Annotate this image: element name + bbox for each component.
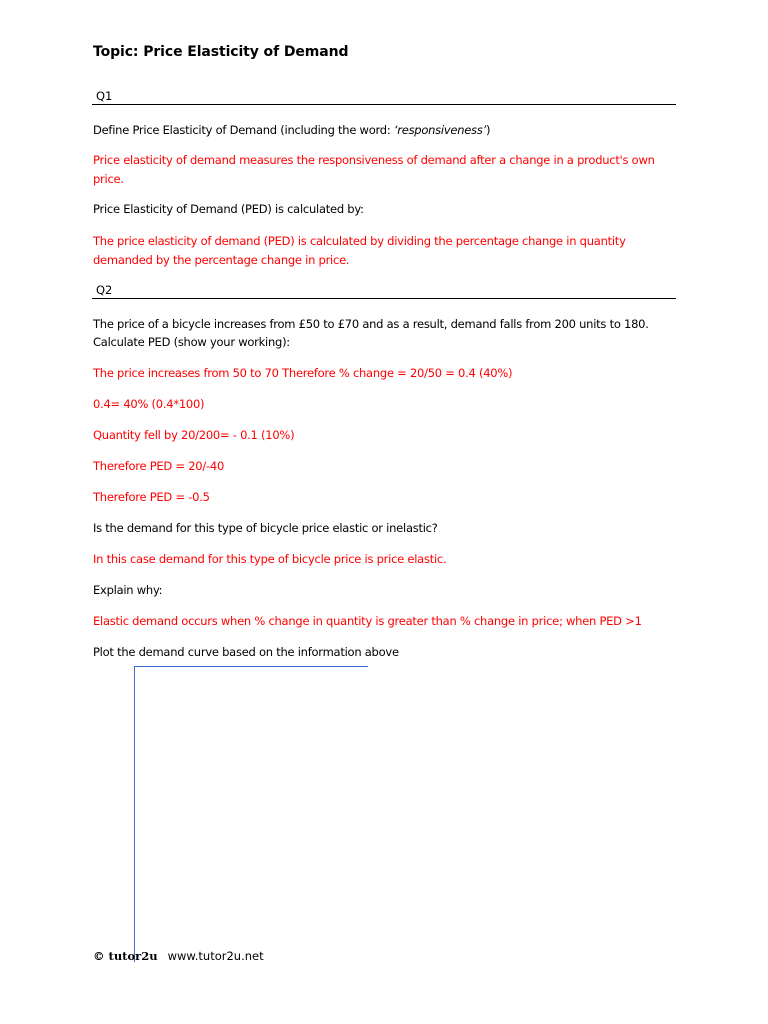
q1-answer-line-1: Price elasticity of demand measures the responsiveness of demand after a change in a product's own: [93, 153, 655, 167]
q2-working-2: 0.4= 40% (0.4*100): [93, 397, 205, 411]
q1-heading: Q1: [96, 89, 113, 103]
q1-prompt-keyword: ‘responsiveness’: [393, 123, 487, 137]
q1-prompt-close: ): [486, 123, 491, 137]
q2-working-4: Therefore PED = 20/-40: [93, 459, 225, 473]
q2-divider: [92, 298, 676, 299]
q2-plot-prompt: Plot the demand curve based on the information above: [93, 645, 399, 659]
q1-answer2-line-1: The price elasticity of demand (PED) is calculated by dividing the percentage change in quantity: [93, 234, 626, 248]
q2-explain-prompt: Explain why:: [93, 583, 163, 597]
q2-working-1: The price increases from 50 to 70 Therefore % change = 20/50 = 0.4 (40%): [93, 366, 513, 380]
q1-answer-line-2: price.: [93, 172, 124, 186]
q2-prompt-line-1: The price of a bicycle increases from £50 to £70 and as a result, demand falls from 200 units to 180.: [93, 317, 649, 331]
q1-divider: [92, 104, 676, 105]
q1-question-2: Price Elasticity of Demand (PED) is calculated by:: [93, 202, 364, 216]
page-title: Topic: Price Elasticity of Demand: [93, 44, 349, 60]
q2-question-elastic: Is the demand for this type of bicycle price elastic or inelastic?: [93, 521, 438, 535]
q2-prompt-line-2: Calculate PED (show your working):: [93, 335, 290, 349]
q2-heading: Q2: [96, 283, 113, 297]
footer-brand: © tutor2u: [93, 949, 158, 963]
q2-answer-elastic: In this case demand for this type of bicycle price is price elastic.: [93, 552, 447, 566]
q2-explain-answer: Elastic demand occurs when % change in quantity is greater than % change in price; when PED >1: [93, 614, 642, 628]
plot-y-axis: [134, 666, 135, 962]
q1-prompt-text: Define Price Elasticity of Demand (including the word:: [93, 123, 394, 137]
q2-working-3: Quantity fell by 20/200= - 0.1 (10%): [93, 428, 295, 442]
q1-prompt: [93, 121, 490, 139]
q2-working-5: Therefore PED = -0.5: [93, 490, 210, 504]
footer-site: www.tutor2u.net: [167, 949, 264, 963]
q1-answer2-line-2: demanded by the percentage change in price.: [93, 253, 350, 267]
footer: [93, 948, 264, 964]
plot-x-axis: [134, 666, 368, 667]
